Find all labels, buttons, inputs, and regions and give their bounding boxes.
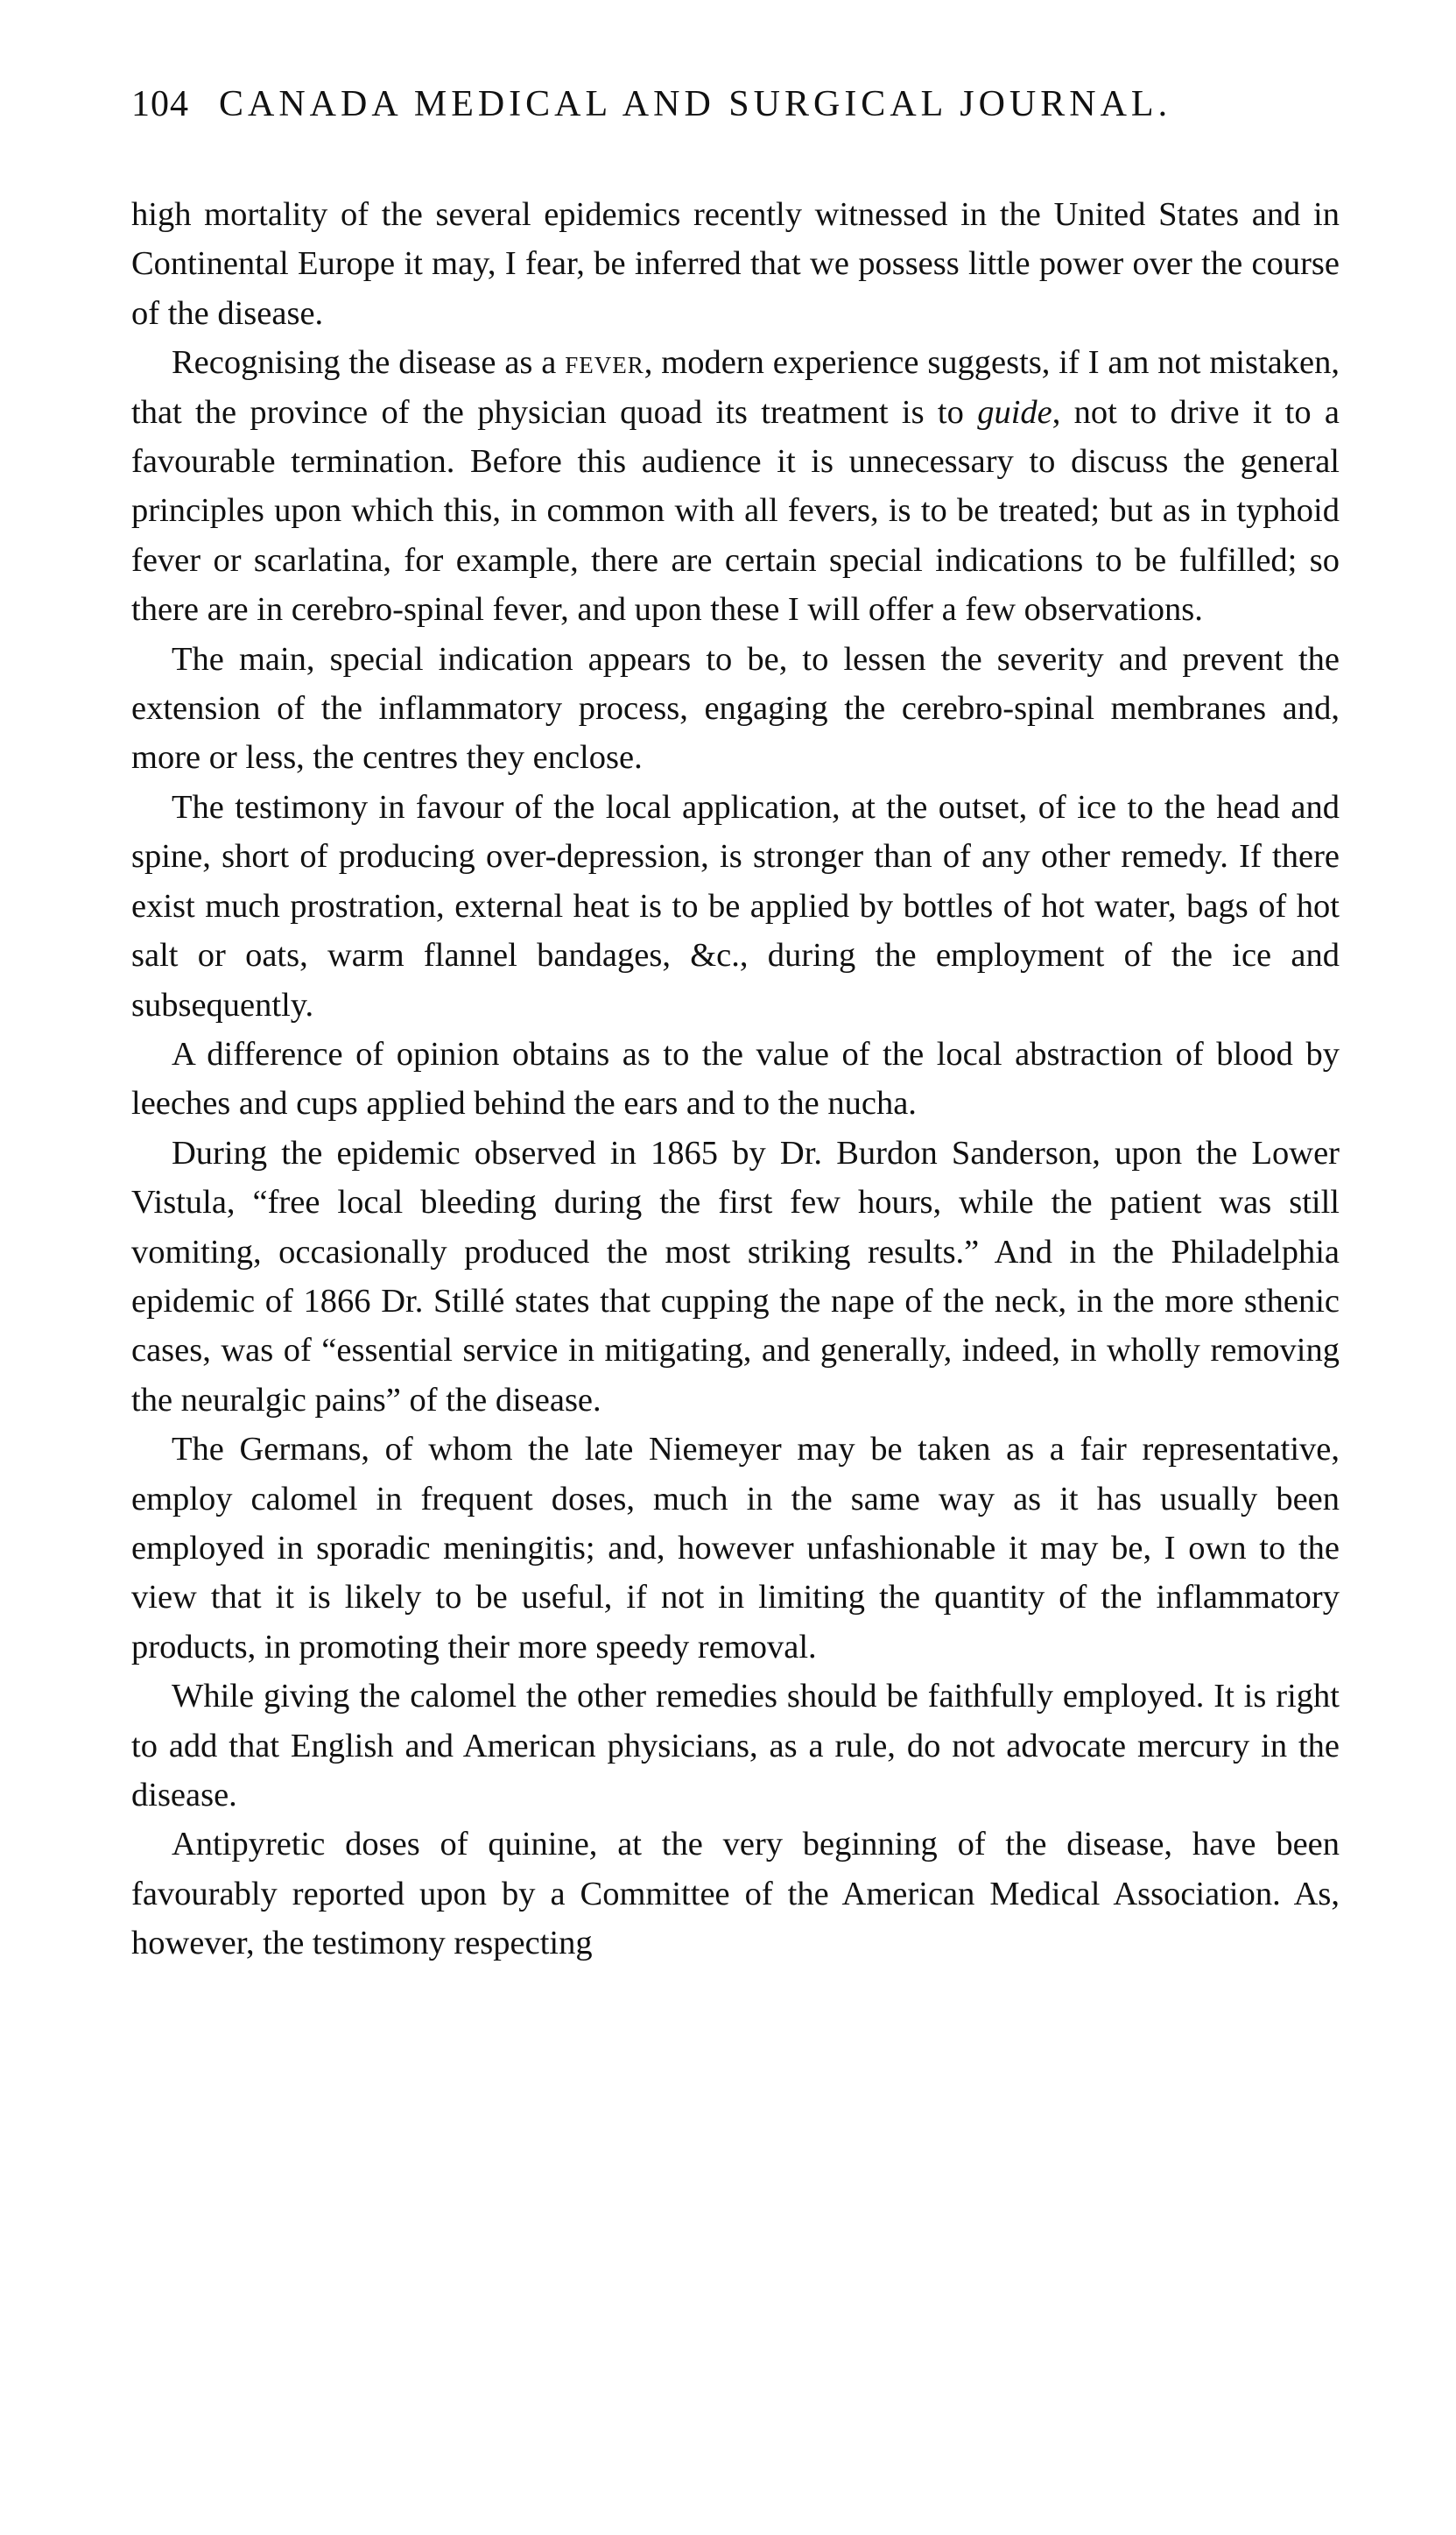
paragraph-main-indication: The main, special indication appears to be, to lessen the severity and prevent the extension of the inflammatory process, engaging the cerebro-spinal membranes and, more or less, the centres they enclose. <box>131 640 1340 777</box>
journal-page <box>131 83 1340 1968</box>
paragraph-blood-abstraction: A difference of opinion obtains as to the value of the local abstraction of blood by leeches and cups applied behind the ears and to the nucha. <box>131 1035 1340 1123</box>
paragraph-text: Recognising the disease as a <box>172 344 566 382</box>
page-number: 104 <box>131 84 189 124</box>
article-body <box>131 190 1340 1968</box>
paragraph-continued: high mortality of the several epidemics recently witnessed in the United States and in Continental Europe it may, I fear, be inferred that we possess little power over the course of the disease. <box>131 196 1340 332</box>
paragraph-ice-application: The testimony in favour of the local application, at the outset, of ice to the head and spine, short of producing over-depression, is stronger than of any other remedy. If there exist much prostration, external heat is to be applied by bottles of hot water, bags of hot salt or oats, warm flannel bandages, &c., during the employment of the ice and subsequently. <box>131 788 1340 1024</box>
paragraph-text: , not to drive it to a favourable termination. Before this audience it is unnecessary to discuss the general principles upon which this, in common with all fevers, is to be treated; but as in typhoid fever or scarlatina, for example, there are certain special indications to be fulfilled; so there are in cerebro-spinal fever, and upon these I will offer a few observations. <box>131 393 1340 629</box>
running-head <box>131 83 1340 153</box>
paragraph-fever-treatment <box>131 338 1340 634</box>
italic-guide: guide <box>977 393 1052 431</box>
emphasis-fever: fever <box>565 344 644 382</box>
paragraph-epidemic-1865: During the epidemic observed in 1865 by Dr. Burdon Sanderson, upon the Lower Vistula, “free local bleeding during the first few hours, while the patient was still vomiting, occasionally produced the most striking results.” And in the Philadelphia epidemic of 1866 Dr. Stillé states that cupping the nape of the neck, in the more sthenic cases, was of “essential service in mitigating, and generally, indeed, in wholly removing the neuralgic pains” of the disease. <box>131 1134 1340 1419</box>
paragraph-calomel: The Germans, of whom the late Niemeyer may be taken as a fair representative, employ calomel in frequent doses, much in the same way as it has usually been employed in sporadic meningitis; and, however unfashionable it may be, I own to the view that it is likely to be useful, if not in limiting the quantity of the inflammatory products, in promoting their more speedy removal. <box>131 1431 1340 1665</box>
paragraph-text: , modern experience suggests, if I am not mistaken, that the province of the physician quoad its treatment is to <box>131 344 1340 431</box>
journal-title: CANADA MEDICAL AND SURGICAL JOURNAL. <box>219 84 1172 124</box>
paragraph-other-remedies: While giving the calomel the other remedies should be faithfully employed. It is right to add that English and American physicians, as a rule, do not advocate mercury in the disease. <box>131 1678 1340 1813</box>
paragraph-quinine: Antipyretic doses of quinine, at the very beginning of the disease, have been favourably reported upon by a Committee of the American Medical Association. As, however, the testimony respecting <box>131 1826 1340 1962</box>
